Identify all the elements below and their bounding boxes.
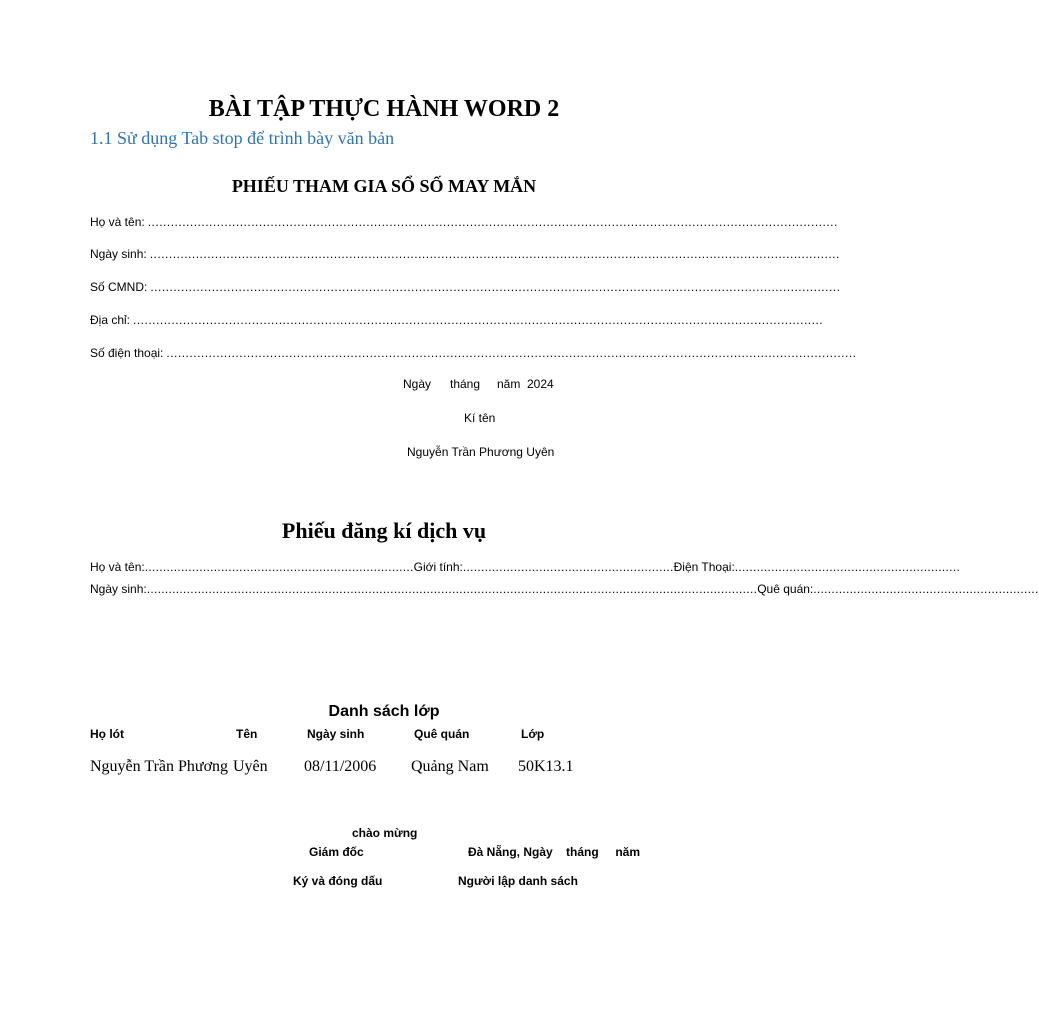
date-day-label: Ngày xyxy=(403,377,432,391)
table-cell: 50K13.1 xyxy=(518,758,574,775)
dotted-leader: ........................................................................................................................................................................ xyxy=(146,582,758,596)
field-label: Họ và tên: xyxy=(90,560,145,574)
field-label: Số điện thoại: xyxy=(90,346,164,360)
dotted-leader: .................................................................................................................................................................................... xyxy=(133,313,824,327)
director-label: Giám đốc xyxy=(309,845,364,859)
field-address xyxy=(90,311,824,327)
dotted-leader: .......................................................... xyxy=(462,560,674,574)
lottery-form-heading: PHIẾU THAM GIA SỔ SỐ MAY MẮN xyxy=(231,176,537,196)
col-header-first-name: Tên xyxy=(236,727,258,741)
table-cell: Uyên xyxy=(233,758,268,775)
field-label: Ngày sinh: xyxy=(90,582,147,596)
sign-seal-label: Ký và đóng dấu xyxy=(293,874,383,888)
dotted-leader: .................................................................................................................................................................................... xyxy=(149,247,840,261)
field-label: Giới tính: xyxy=(413,560,463,574)
service-row-2 xyxy=(90,580,1039,596)
class-list-heading: Danh sách lớp xyxy=(328,703,440,720)
col-header-class: Lớp xyxy=(521,727,545,741)
field-label: Quê quán: xyxy=(757,582,814,596)
field-label: Ngày sinh: xyxy=(90,247,147,261)
dotted-leader: .............................................................. xyxy=(813,582,1039,596)
field-label: Số CMND: xyxy=(90,280,148,294)
service-row-1 xyxy=(90,558,961,574)
field-label: Địa chỉ: xyxy=(90,313,131,327)
table-cell: Nguyễn Trần Phương xyxy=(90,758,229,775)
dotted-leader: .......................................................................... xyxy=(144,560,414,574)
dotted-leader: .............................................................. xyxy=(734,560,961,574)
field-label: Điện Thoại: xyxy=(673,560,735,574)
table-cell: 08/11/2006 xyxy=(304,758,377,775)
table-cell: Quảng Nam xyxy=(411,758,489,775)
col-header-hometown: Quê quán xyxy=(414,727,470,741)
document-title: BÀI TẬP THỰC HÀNH WORD 2 xyxy=(208,96,560,122)
col-header-birth-date: Ngày sinh xyxy=(307,727,365,741)
signer-name: Nguyễn Trần Phương Uyên xyxy=(407,445,555,459)
greeting-text: chào mừng xyxy=(352,826,418,840)
service-form-heading: Phiếu đăng kí dịch vụ xyxy=(281,518,487,543)
preparer-label: Người lập danh sách xyxy=(458,874,578,888)
field-id-number xyxy=(90,278,841,294)
date-year-label: năm 2024 xyxy=(497,377,554,391)
dotted-leader: .................................................................................................................................................................................... xyxy=(150,280,841,294)
field-phone xyxy=(90,344,857,360)
field-birth-date xyxy=(90,245,840,261)
sign-label: Kí tên xyxy=(464,411,496,425)
dotted-leader: .................................................................................................................................................................................... xyxy=(147,215,838,229)
place-date-label: Đà Nẵng, Ngày tháng năm xyxy=(468,845,641,859)
dotted-leader: .................................................................................................................................................................................... xyxy=(166,346,857,360)
field-full-name xyxy=(90,213,838,229)
date-month-label: tháng xyxy=(450,377,481,391)
section-heading: 1.1 Sử dụng Tab stop để trình bày văn bản xyxy=(90,128,395,148)
col-header-middle-name: Họ lót xyxy=(90,727,124,741)
field-label: Họ và tên: xyxy=(90,215,145,229)
